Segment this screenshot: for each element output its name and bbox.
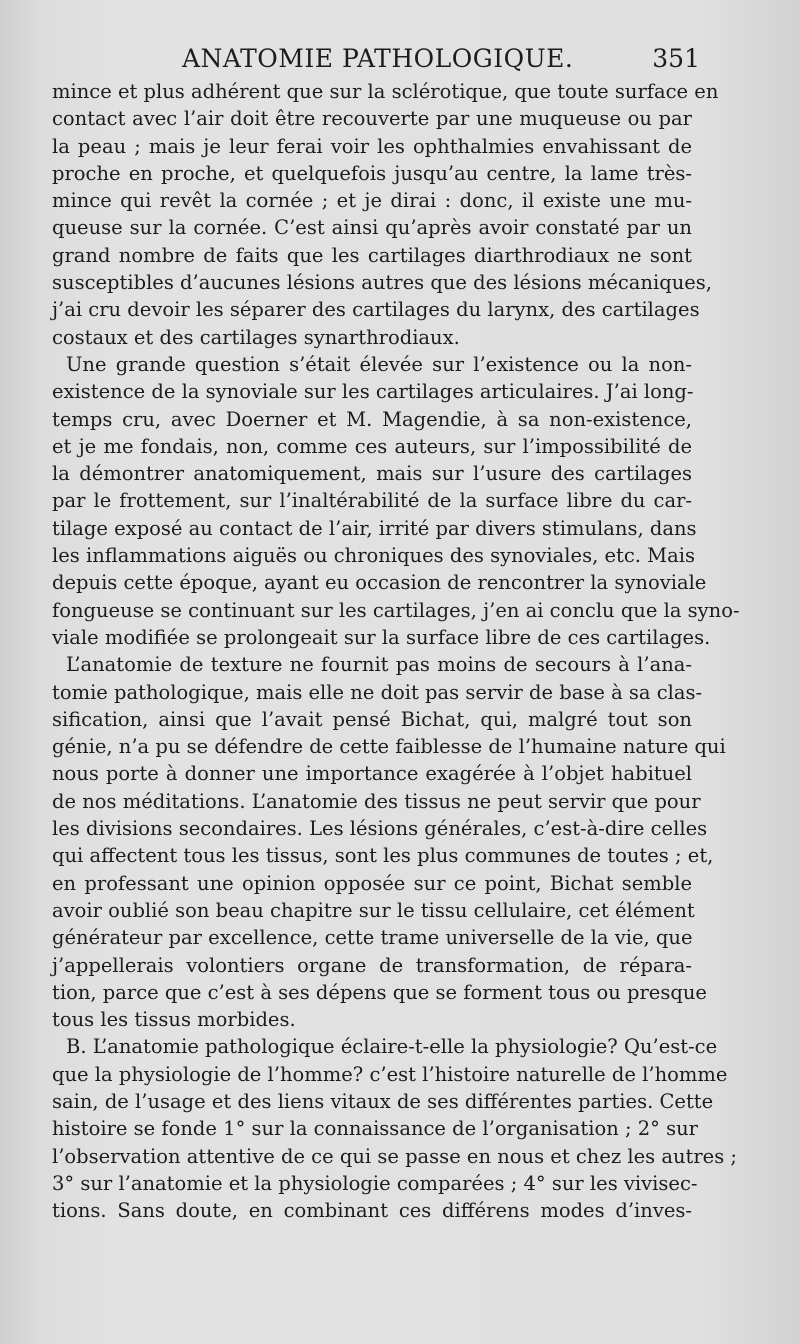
text-line: tions. Sans doute, en combinant ces différens modes d’inves-: [52, 1199, 692, 1223]
text-line: grand nombre de faits que les cartilages diarthrodiaux ne sont: [52, 243, 692, 267]
text-line: générateur par excellence, cette trame universelle de la vie, que: [52, 926, 693, 950]
text-line: histoire se fonde 1° sur la connaissance de l’organisation ; 2° sur: [52, 1117, 698, 1141]
page-header: [52, 44, 700, 78]
text-line: de nos méditations. L’anatomie des tissus ne peut servir que pour: [52, 789, 701, 813]
text-line: sification, ainsi que l’avait pensé Bichat, qui, malgré tout son: [52, 707, 692, 731]
text-line: génie, n’a pu se défendre de cette faiblesse de l’humaine nature qui: [52, 735, 726, 759]
text-line: nous porte à donner une importance exagérée à l’objet habituel: [52, 762, 692, 786]
text-line: viale modifiée se prolongeait sur la surface libre de ces cartilages.: [52, 625, 711, 649]
text-line: mince qui revêt la cornée ; et je dirai : donc, il existe une mu-: [52, 189, 692, 213]
text-line: j’ai cru devoir les séparer des cartilages du larynx, des cartilages: [52, 298, 700, 322]
text-line: sain, de l’usage et des liens vitaux de ses différentes parties. Cette: [52, 1089, 714, 1113]
text-line: en professant une opinion opposée sur ce point, Bichat semble: [52, 871, 692, 895]
text-line: queuse sur la cornée. C’est ainsi qu’après avoir constaté par un: [52, 216, 692, 240]
text-line: tion, parce que c’est à ses dépens que se forment tous ou presque: [52, 980, 707, 1004]
text-line: costaux et des cartilages synarthrodiaux.: [52, 325, 460, 349]
body-text: [52, 78, 740, 1224]
text-line: par le frottement, sur l’inaltérabilité de la surface libre du car-: [52, 489, 692, 513]
text-line: 3° sur l’anatomie et la physiologie comparées ; 4° sur les vivisec-: [52, 1171, 698, 1195]
text-line: contact avec l’air doit être recouverte par une muqueuse ou par: [52, 107, 692, 131]
text-line: la démontrer anatomiquement, mais sur l’usure des cartilages: [52, 462, 692, 486]
text-line: susceptibles d’aucunes lésions autres que des lésions mécaniques,: [52, 271, 713, 295]
text-line: depuis cette époque, ayant eu occasion de rencontrer la synoviale: [52, 571, 707, 595]
text-line: tilage exposé au contact de l’air, irrité par divers stimulans, dans: [52, 516, 697, 540]
text-line: L’anatomie de texture ne fournit pas moins de secours à l’ana-: [66, 653, 692, 677]
text-line: fongueuse se continuant sur les cartilages, j’en ai conclu que la syno-: [52, 598, 740, 622]
text-line: tous les tissus morbides.: [52, 1008, 296, 1032]
text-line: mince et plus adhérent que sur la sclérotique, que toute surface en: [52, 80, 719, 103]
text-line: proche en proche, et quelquefois jusqu’au centre, la lame très-: [52, 161, 692, 185]
text-line: les divisions secondaires. Les lésions générales, c’est-à-dire celles: [52, 817, 708, 841]
text-line: la peau ; mais je leur ferai voir les ophthalmies envahissant de: [52, 134, 692, 158]
text-line: Une grande question s’était élevée sur l’existence ou la non-: [66, 352, 692, 376]
text-line: j’appellerais volontiers organe de transformation, de répara-: [52, 953, 692, 977]
text-line: B. L’anatomie pathologique éclaire-t-elle la physiologie? Qu’est-ce: [66, 1035, 718, 1059]
text-line: existence de la synoviale sur les cartilages articulaires. J’ai long-: [52, 380, 694, 404]
text-line: temps cru, avec Doerner et M. Magendie, à sa non-existence,: [52, 407, 692, 431]
text-line: que la physiologie de l’homme? c’est l’histoire naturelle de l’homme: [52, 1062, 728, 1086]
text-line: avoir oublié son beau chapitre sur le tissu cellulaire, cet élément: [52, 898, 695, 922]
text-line: l’observation attentive de ce qui se passe en nous et chez les autres ;: [52, 1144, 737, 1168]
text-line: et je me fondais, non, comme ces auteurs, sur l’impossibilité de: [52, 434, 692, 458]
running-title: ANATOMIE PATHOLOGIQUE.: [182, 44, 574, 73]
text-line: les inflammations aiguës ou chroniques des synoviales, etc. Mais: [52, 544, 696, 568]
text-line: tomie pathologique, mais elle ne doit pas servir de base à sa clas-: [52, 680, 703, 704]
page-number: 351: [652, 44, 700, 73]
text-line: qui affectent tous les tissus, sont les plus communes de toutes ; et,: [52, 844, 714, 868]
